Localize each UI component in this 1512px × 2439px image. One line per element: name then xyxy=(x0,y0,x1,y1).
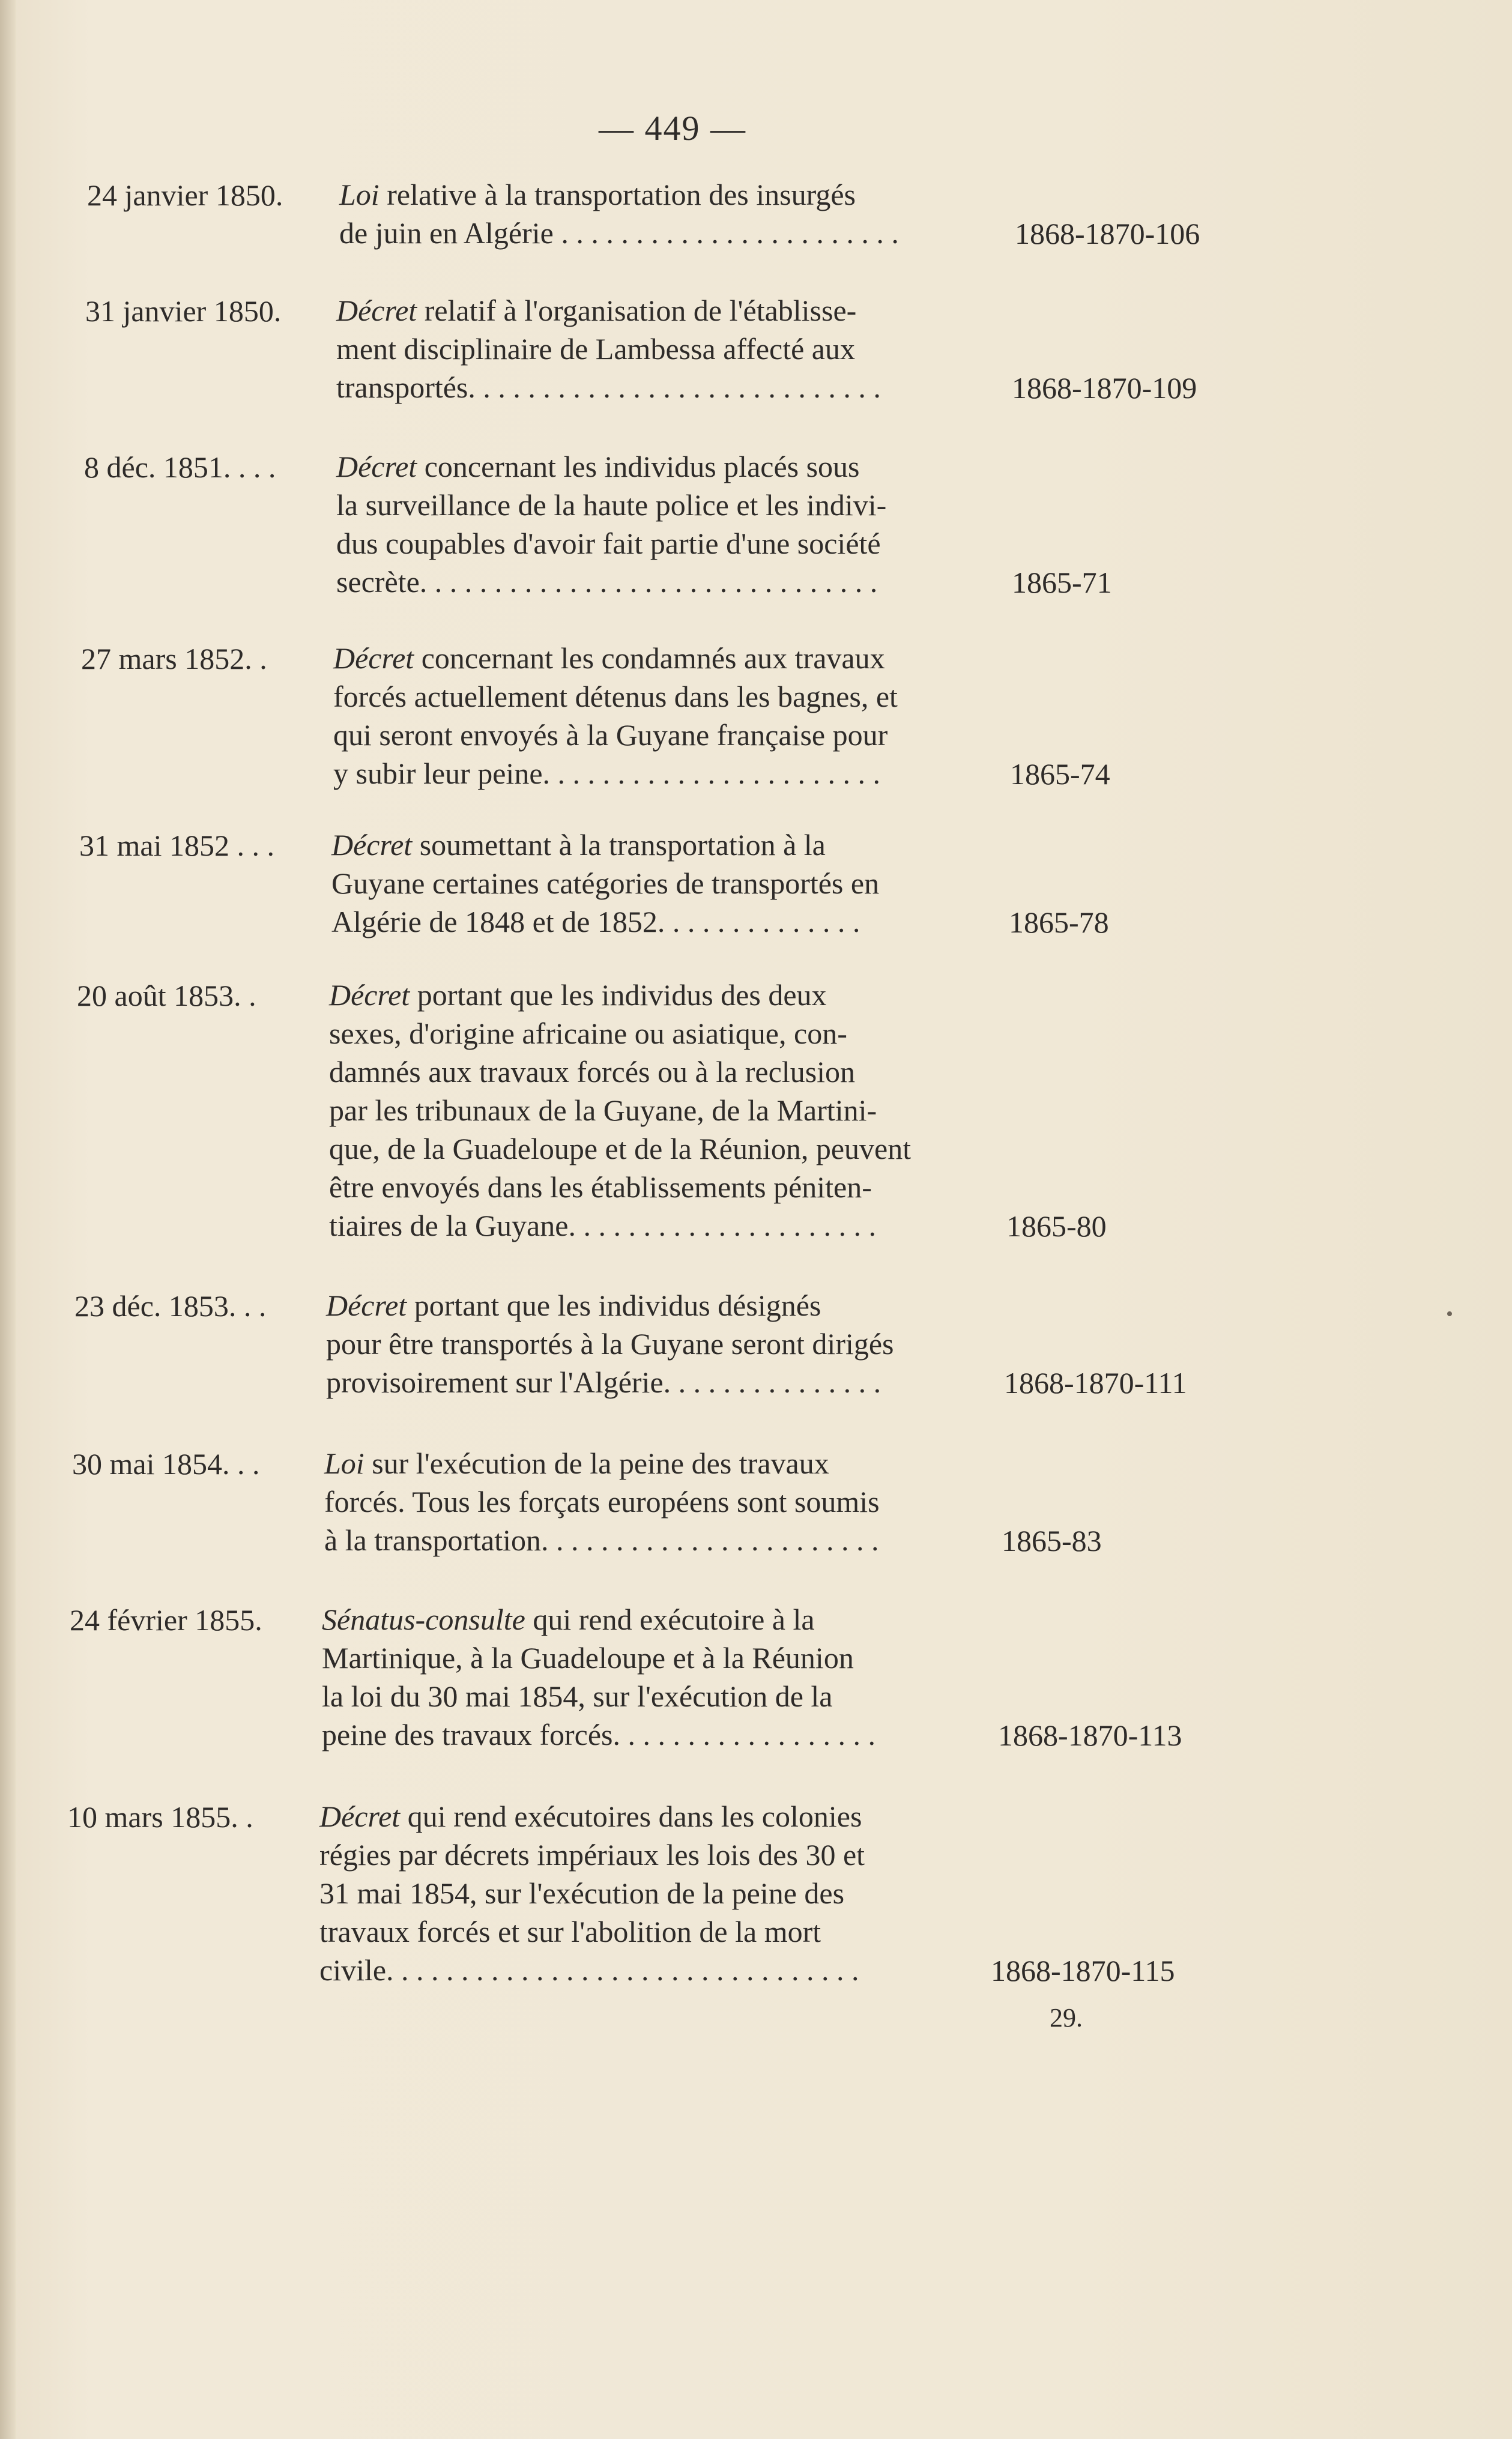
line-text: qui rend exécutoires dans les colonies xyxy=(400,1800,862,1833)
line-text: sexes, d'origine africaine ou asiatique, con- xyxy=(329,1017,847,1050)
entry-reference: 1868-1870-109 xyxy=(1012,371,1197,405)
entry-date: 20 août 1853. . xyxy=(77,979,256,1012)
line-text: de juin en Algérie . . . . . . . . . . . . . . . . . . . . . . . xyxy=(339,216,899,250)
entry-reference: 1865-71 xyxy=(1012,566,1112,599)
entry-line xyxy=(329,1206,911,1245)
act-type: Loi xyxy=(339,178,380,211)
line-text: civile. . . . . . . . . . . . . . . . . . . . . . . . . . . . . . . . xyxy=(319,1953,859,1987)
entry-line xyxy=(319,1836,865,1874)
line-text: que, de la Guadeloupe et de la Réunion, peuvent xyxy=(329,1132,912,1165)
entry-line xyxy=(326,1286,894,1325)
entry-text xyxy=(326,1286,894,1401)
entry-line xyxy=(331,902,879,941)
entry-line xyxy=(331,864,879,902)
line-text: travaux forcés et sur l'abolition de la mort xyxy=(319,1915,821,1948)
entry-date: 31 janvier 1850. xyxy=(85,294,282,328)
line-text: damnés aux travaux forcés ou à la reclusion xyxy=(329,1055,856,1089)
line-text: Guyane certaines catégories de transportés en xyxy=(331,866,880,900)
line-text: concernant les individus placés sous xyxy=(417,450,860,483)
entry-line xyxy=(329,1053,911,1091)
line-text: sur l'exécution de la peine des travaux xyxy=(364,1446,829,1480)
line-text: relative à la transportation des insurgés xyxy=(379,178,856,211)
entry-text xyxy=(329,976,911,1245)
entry-line xyxy=(336,486,886,524)
entry-line xyxy=(319,1874,865,1912)
entry-reference: 1865-83 xyxy=(1002,1524,1102,1558)
line-text: forcés actuellement détenus dans les bagnes, et xyxy=(333,680,898,713)
line-text: pour être transportés à la Guyane seront dirigés xyxy=(326,1327,894,1361)
line-text: qui seront envoyés à la Guyane française pour xyxy=(333,718,888,752)
act-type: Décret xyxy=(319,1800,401,1833)
line-text: tiaires de la Guyane. . . . . . . . . . . . . . . . . . . . . xyxy=(329,1209,876,1242)
entry-line xyxy=(322,1600,875,1639)
entry-reference: 1868-1870-113 xyxy=(998,1718,1182,1752)
entry-date: 30 mai 1854. . . xyxy=(72,1447,260,1481)
entry-text xyxy=(336,291,881,406)
entry-line xyxy=(319,1797,865,1836)
entry-date: 24 février 1855. xyxy=(70,1603,262,1637)
line-text: par les tribunaux de la Guyane, de la Martini- xyxy=(329,1093,877,1127)
line-text: Martinique, à la Guadeloupe et à la Réunion xyxy=(322,1641,854,1675)
entry-line xyxy=(324,1444,880,1482)
entry-line xyxy=(326,1325,894,1363)
entry-date: 10 mars 1855. . xyxy=(67,1800,253,1834)
entry-date: 24 janvier 1850. xyxy=(87,178,283,212)
line-text: dus coupables d'avoir fait partie d'une société xyxy=(336,527,881,560)
entry-text xyxy=(324,1444,880,1559)
entry-line xyxy=(326,1363,894,1401)
entry-line xyxy=(336,291,881,330)
line-text: régies par décrets impériaux les lois des 30 et xyxy=(319,1838,865,1872)
entry-line xyxy=(331,826,879,864)
act-type: Décret xyxy=(326,1289,407,1322)
line-text: provisoirement sur l'Algérie. . . . . . . . . . . . . . . xyxy=(326,1365,881,1399)
entry-reference: 1865-78 xyxy=(1009,905,1109,939)
act-type: Décret xyxy=(336,294,417,327)
entry-line xyxy=(319,1912,865,1951)
line-text: Algérie de 1848 et de 1852. . . . . . . . . . . . . . xyxy=(331,905,860,938)
act-type: Décret xyxy=(331,828,413,862)
entry-reference: 1868-1870-111 xyxy=(1004,1366,1187,1400)
entry-line xyxy=(333,716,898,754)
act-type: Décret xyxy=(329,978,410,1012)
entry-text xyxy=(331,826,879,941)
entry-text xyxy=(336,447,886,601)
entry-line xyxy=(339,175,899,214)
entry-text xyxy=(339,175,899,252)
entry-text xyxy=(322,1600,875,1754)
entry-line xyxy=(329,1014,911,1053)
act-type: Décret xyxy=(333,641,414,675)
act-type: Loi xyxy=(324,1446,364,1480)
line-text: portant que les individus des deux xyxy=(410,978,827,1012)
entry-line xyxy=(319,1951,865,1989)
line-text: relatif à l'organisation de l'établisse- xyxy=(417,294,857,327)
entry-text xyxy=(333,639,898,793)
line-text: forcés. Tous les forçats européens sont soumis xyxy=(324,1485,880,1519)
line-text: soumettant à la transportation à la xyxy=(412,828,826,862)
entry-line xyxy=(329,1091,911,1129)
line-text: la loi du 30 mai 1854, sur l'exécution de la xyxy=(322,1679,833,1713)
entry-line xyxy=(324,1482,880,1521)
line-text: secrète. . . . . . . . . . . . . . . . . . . . . . . . . . . . . . . xyxy=(336,565,878,599)
line-text: transportés. . . . . . . . . . . . . . . . . . . . . . . . . . . . xyxy=(336,370,881,404)
entry-line xyxy=(329,1168,911,1206)
entry-line xyxy=(324,1521,880,1559)
line-text: à la transportation. . . . . . . . . . . . . . . . . . . . . . . xyxy=(324,1523,879,1557)
entry-line xyxy=(336,330,881,368)
entry-date: 27 mars 1852. . xyxy=(81,642,267,675)
entry-date: 31 mai 1852 . . . xyxy=(79,829,274,862)
entry-line xyxy=(322,1677,875,1715)
entry-line xyxy=(336,447,886,486)
act-type: Décret xyxy=(336,450,417,483)
entry-reference: 1865-80 xyxy=(1006,1209,1107,1243)
entry-line xyxy=(336,524,886,563)
entry-reference: 1865-74 xyxy=(1010,757,1110,791)
entry-line xyxy=(329,1129,911,1168)
page-binding-edge xyxy=(0,0,16,2439)
entry-line xyxy=(333,639,898,677)
line-text: ment disciplinaire de Lambessa affecté aux xyxy=(336,332,855,366)
line-text: 31 mai 1854, sur l'exécution de la peine des xyxy=(319,1876,845,1910)
entry-date: 23 déc. 1853. . . xyxy=(74,1289,267,1323)
entry-line xyxy=(336,563,886,601)
signature-mark: 29. xyxy=(1050,2003,1083,2032)
entry-reference: 1868-1870-115 xyxy=(991,1954,1175,1987)
entry-text xyxy=(319,1797,865,1989)
line-text: y subir leur peine. . . . . . . . . . . . . . . . . . . . . . . xyxy=(333,757,881,790)
entry-date: 8 déc. 1851. . . . xyxy=(84,450,276,484)
line-text: concernant les condamnés aux travaux xyxy=(414,641,885,675)
entry-line xyxy=(336,368,881,406)
entry-line xyxy=(333,754,898,793)
line-text: portant que les individus désignés xyxy=(407,1289,821,1322)
entry-line xyxy=(322,1715,875,1754)
entry-reference: 1868-1870-106 xyxy=(1015,217,1200,250)
entry-line xyxy=(322,1639,875,1677)
page-number: — 449 — xyxy=(599,109,746,148)
line-text: peine des travaux forcés. . . . . . . . . . . . . . . . . . xyxy=(322,1718,875,1751)
act-type: Sénatus-consulte xyxy=(322,1603,525,1636)
line-text: qui rend exécutoire à la xyxy=(525,1603,815,1636)
ink-speck xyxy=(1447,1311,1452,1316)
entry-line xyxy=(333,677,898,716)
line-text: être envoyés dans les établissements péniten- xyxy=(329,1170,872,1204)
entry-line xyxy=(329,976,911,1014)
line-text: la surveillance de la haute police et les indivi- xyxy=(336,488,887,522)
entry-line xyxy=(339,214,899,252)
